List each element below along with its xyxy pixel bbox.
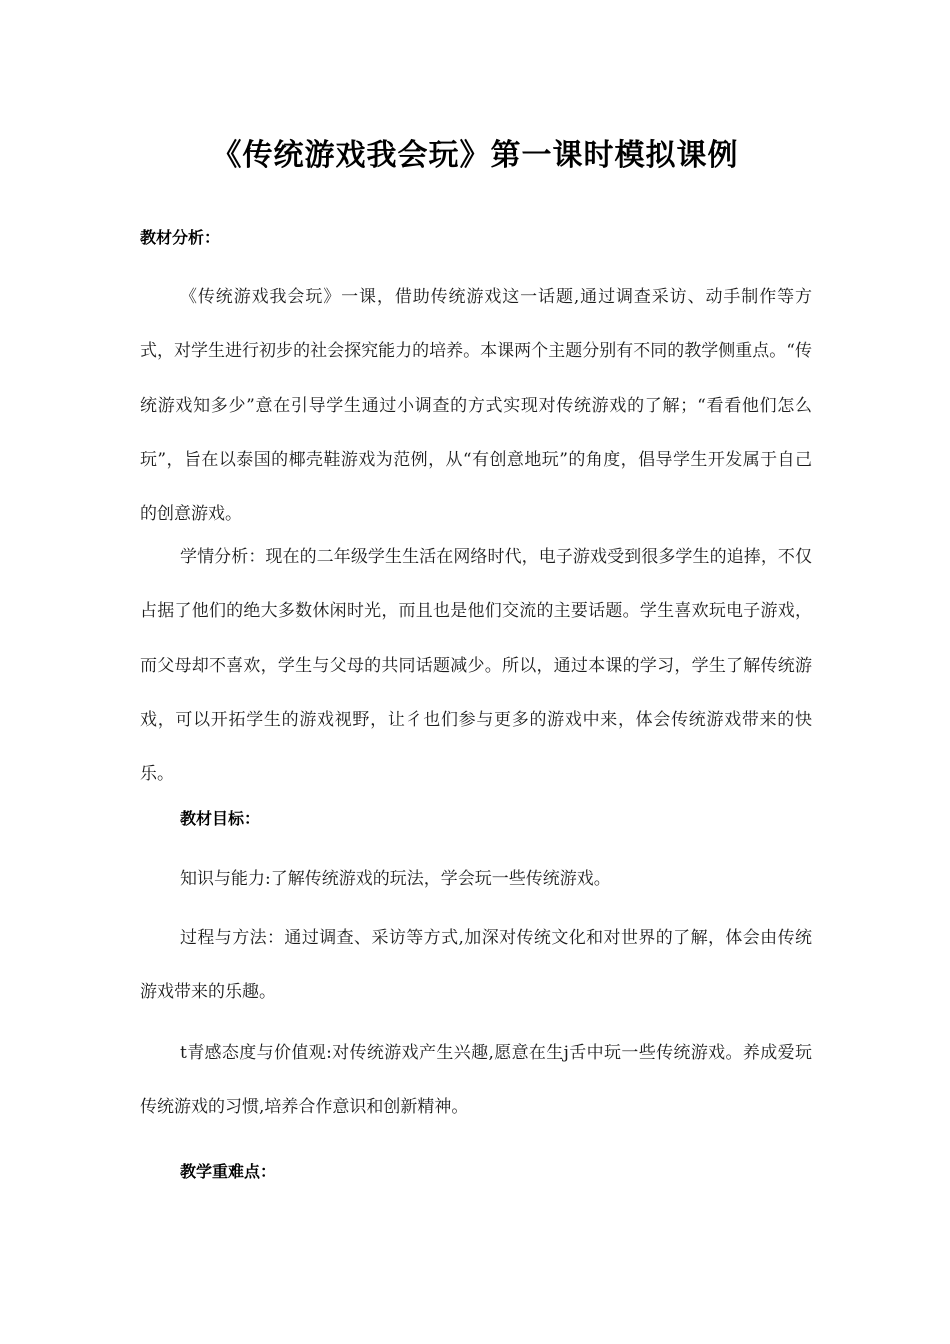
paragraph-goal-process: 过程与方法：通过调查、采访等方式,加深对传统文化和对世界的了解，体会由传统游戏带来的乐趣。 [140, 928, 812, 1003]
paragraph-goal-emotion: t青感态度与价值观:对传统游戏产生兴趣,愿意在生j舌中玩一些传统游戏。养成爱玩传统游戏的习惯,培养合作意识和创新精神。 [140, 1043, 812, 1118]
paragraph-student-analysis: 学情分析：现在的二年级学生生活在网络时代，电子游戏受到很多学生的追捧，不仅占据了他们的绝大多数休闲时光，而且也是他们交流的主要话题。学生喜欢玩电子游戏，而父母却不喜欢，学生与父母的共同话题减少。所以，通过本课的学习，学生了解传统游戏，可以开拓学生的游戏视野，让彳也们参与更多的游戏中来，体会传统游戏带来的快乐。 [140, 547, 812, 785]
paragraph-intro: 《传统游戏我会玩》一课，借助传统游戏这一话题,通过调查采访、动手制作等方式，对学生进行初步的社会探究能力的培养。本课两个主题分别有不同的教学侧重点。“传统游戏知多少”意在引导学生通过小调查的方式实现对传统游戏的了解；“看看他们怎么玩”，旨在以泰国的椰壳鞋游戏为范例，从“有创意地玩”的角度，倡导学生开发属于自己的创意游戏。 [140, 287, 812, 525]
heading-key-points: 教学重难点： [180, 1162, 277, 1181]
paragraph-goal-knowledge: 知识与能力:了解传统游戏的玩法，学会玩一些传统游戏。 [180, 869, 611, 889]
document-title: 《传统游戏我会玩》第一课时模拟课例 [211, 138, 739, 173]
heading-material-analysis: 教材分析： [140, 228, 221, 247]
heading-teaching-goals: 教材目标： [180, 809, 261, 828]
